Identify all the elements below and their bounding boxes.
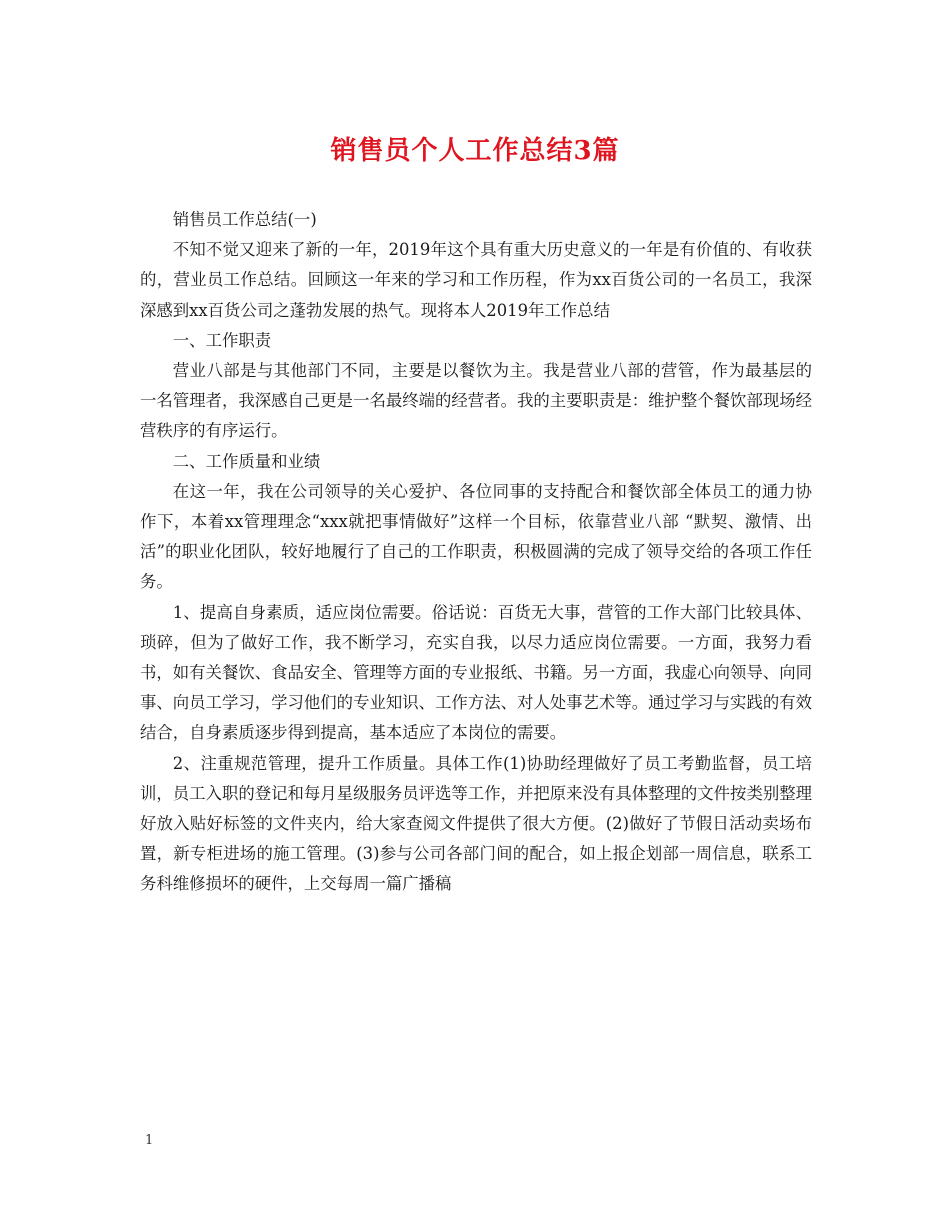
section-heading-quality-performance: 二、工作质量和业绩 <box>172 451 321 471</box>
point-two-paragraph: 2、注重规范管理，提升工作质量。具体工作(1)协助经理做好了员工考勤监督，员工培训，员工入职的登记和每月星级服务员评选等工作，并把原来没有具体整理的文件按类别整理好放入贴好标签的文件夹内，给大家查阅文件提供了很大方便。(2)做好了节假日活动卖场布置，新专柜进场的施工管理。(3)参与公司各部门间的配合，如上报企划部一周信息，联系工务科维修损坏的硬件，上交每周一篇广播稿 <box>140 753 813 894</box>
page-number: 1 <box>145 1133 154 1148</box>
point-one-paragraph: 1、提高自身素质，适应岗位需要。俗话说：百货无大事，营管的工作大部门比较具体、琐碎，但为了做好工作，我不断学习，充实自我，以尽力适应岗位需要。一方面，我努力看书，如有关餐饮、食品安全、管理等方面的专业报纸、书籍。另一方面，我虚心向领导、向同事、向员工学习，学习他们的专业知识、工作方法、对人处事艺术等。通过学习与实践的有效结合，自身素质逐步得到提高，基本适应了本岗位的需要。 <box>140 602 813 743</box>
performance-paragraph: 在这一年，我在公司领导的关心爱护、各位同事的支持配合和餐饮部全体员工的通力协作下，本着xx管理理念“xxx就把事情做好”这样一个目标，依靠营业八部 “默契、激情、出活”的职业化团队，较好地履行了自己的工作职责，积极圆满的完成了领导交给的各项工作任务。 <box>140 481 812 592</box>
section-heading-summary-one: 销售员工作总结(一) <box>172 210 317 229</box>
section-heading-responsibilities: 一、工作职责 <box>172 330 272 350</box>
intro-paragraph: 不知不觉又迎来了新的一年，2019年这个具有重大历史意义的一年是有价值的、有收获的，营业员工作总结。回顾这一年来的学习和工作历程，作为xx百货公司的一名员工，我深深感到xx百货公司之蓬勃发展的热气。现将本人2019年工作总结 <box>140 240 812 320</box>
page-title: 销售员个人工作总结3篇 <box>330 136 620 166</box>
document-body <box>140 205 812 900</box>
responsibilities-paragraph: 营业八部是与其他部门不同，主要是以餐饮为主。我是营业八部的营管，作为最基层的一名管理者，我深感自己更是一名最终端的经营者。我的主要职责是：维护整个餐饮部现场经营秩序的有序运行。 <box>140 361 813 441</box>
